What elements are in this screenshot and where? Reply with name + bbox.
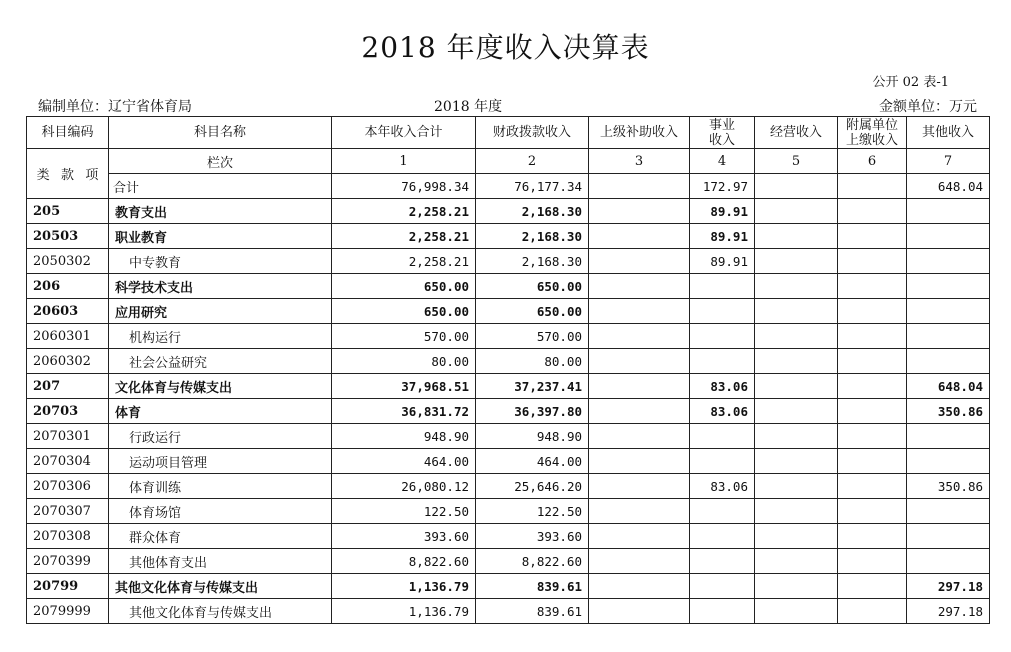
header-fiscal: 财政拨款收入 bbox=[476, 117, 589, 149]
cell-superior bbox=[589, 499, 690, 524]
cell-fiscal: 36,397.80 bbox=[476, 399, 589, 424]
cell-other: 648.04 bbox=[907, 174, 990, 199]
row-code: 207 bbox=[27, 374, 109, 399]
table-row bbox=[27, 549, 990, 574]
cell-operating bbox=[755, 374, 838, 399]
cell-superior bbox=[589, 174, 690, 199]
cell-affiliated bbox=[838, 199, 907, 224]
table-row bbox=[27, 499, 990, 524]
row-code: 2079999 bbox=[27, 599, 109, 624]
cell-business bbox=[690, 549, 755, 574]
cell-affiliated bbox=[838, 424, 907, 449]
table-row bbox=[27, 599, 990, 624]
row-code: 206 bbox=[27, 274, 109, 299]
row-name: 其他文化体育与传媒支出 bbox=[109, 574, 332, 599]
column-number-row bbox=[27, 149, 990, 174]
cell-business bbox=[690, 324, 755, 349]
row-code: 2070301 bbox=[27, 424, 109, 449]
cell-affiliated bbox=[838, 524, 907, 549]
total-row bbox=[27, 174, 990, 199]
cell-fiscal: 839.61 bbox=[476, 599, 589, 624]
cell-other bbox=[907, 499, 990, 524]
cell-operating bbox=[755, 399, 838, 424]
cell-affiliated bbox=[838, 174, 907, 199]
cell-fiscal: 2,168.30 bbox=[476, 224, 589, 249]
cell-fiscal: 76,177.34 bbox=[476, 174, 589, 199]
cell-other: 350.86 bbox=[907, 399, 990, 424]
table-row bbox=[27, 449, 990, 474]
cell-fiscal: 2,168.30 bbox=[476, 249, 589, 274]
cell-business: 83.06 bbox=[690, 399, 755, 424]
column-number: 5 bbox=[755, 149, 838, 174]
cell-other: 350.86 bbox=[907, 474, 990, 499]
cell-operating bbox=[755, 474, 838, 499]
cell-total: 26,080.12 bbox=[332, 474, 476, 499]
row-name: 教育支出 bbox=[109, 199, 332, 224]
table-row bbox=[27, 374, 990, 399]
cell-superior bbox=[589, 424, 690, 449]
header-affiliated-line2: 上缴收入 bbox=[845, 132, 898, 148]
row-name: 合计 bbox=[109, 174, 332, 199]
column-number: 7 bbox=[907, 149, 990, 174]
row-code: 205 bbox=[27, 199, 109, 224]
cell-affiliated bbox=[838, 224, 907, 249]
cell-total: 1,136.79 bbox=[332, 574, 476, 599]
fiscal-year: 2018 年度 bbox=[434, 99, 503, 115]
cell-affiliated bbox=[838, 399, 907, 424]
cell-business: 89.91 bbox=[690, 249, 755, 274]
cell-other bbox=[907, 524, 990, 549]
header-row bbox=[27, 117, 990, 149]
cell-superior bbox=[589, 374, 690, 399]
cell-operating bbox=[755, 599, 838, 624]
cell-affiliated bbox=[838, 299, 907, 324]
cell-business: 172.97 bbox=[690, 174, 755, 199]
cell-operating bbox=[755, 324, 838, 349]
cell-superior bbox=[589, 349, 690, 374]
cell-operating bbox=[755, 424, 838, 449]
header-superior: 上级补助收入 bbox=[589, 117, 690, 149]
cell-affiliated bbox=[838, 449, 907, 474]
row-name: 社会公益研究 bbox=[109, 349, 332, 374]
cell-business bbox=[690, 574, 755, 599]
cell-total: 650.00 bbox=[332, 274, 476, 299]
cell-other bbox=[907, 549, 990, 574]
table-row bbox=[27, 349, 990, 374]
row-code: 2070307 bbox=[27, 499, 109, 524]
row-code: 20603 bbox=[27, 299, 109, 324]
cell-other bbox=[907, 349, 990, 374]
table-row bbox=[27, 574, 990, 599]
header-name: 科目名称 bbox=[109, 117, 332, 149]
row-code: 2070399 bbox=[27, 549, 109, 574]
table-row bbox=[27, 299, 990, 324]
cell-business: 89.91 bbox=[690, 224, 755, 249]
cell-other: 297.18 bbox=[907, 599, 990, 624]
lei-label: 类 bbox=[36, 168, 50, 183]
cell-total: 393.60 bbox=[332, 524, 476, 549]
cell-total: 80.00 bbox=[332, 349, 476, 374]
row-name: 文化体育与传媒支出 bbox=[109, 374, 332, 399]
table-row bbox=[27, 474, 990, 499]
cell-business bbox=[690, 599, 755, 624]
cell-superior bbox=[589, 574, 690, 599]
cell-business bbox=[690, 299, 755, 324]
cell-superior bbox=[589, 249, 690, 274]
cell-total: 8,822.60 bbox=[332, 549, 476, 574]
row-name: 科学技术支出 bbox=[109, 274, 332, 299]
cell-superior bbox=[589, 524, 690, 549]
kuan-label: 款 bbox=[60, 168, 74, 183]
cell-affiliated bbox=[838, 499, 907, 524]
cell-fiscal: 464.00 bbox=[476, 449, 589, 474]
row-code: 2060302 bbox=[27, 349, 109, 374]
cell-other bbox=[907, 249, 990, 274]
cell-fiscal: 122.50 bbox=[476, 499, 589, 524]
cell-affiliated bbox=[838, 574, 907, 599]
cell-total: 948.90 bbox=[332, 424, 476, 449]
cell-fiscal: 650.00 bbox=[476, 274, 589, 299]
column-number: 3 bbox=[589, 149, 690, 174]
cell-business: 83.06 bbox=[690, 374, 755, 399]
cell-business bbox=[690, 274, 755, 299]
cell-fiscal: 37,237.41 bbox=[476, 374, 589, 399]
row-name: 体育场馆 bbox=[109, 499, 332, 524]
table-row bbox=[27, 399, 990, 424]
cell-superior bbox=[589, 224, 690, 249]
cell-fiscal: 393.60 bbox=[476, 524, 589, 549]
header-business bbox=[690, 117, 755, 149]
cell-operating bbox=[755, 224, 838, 249]
row-code: 2060301 bbox=[27, 324, 109, 349]
cell-affiliated bbox=[838, 599, 907, 624]
cell-affiliated bbox=[838, 249, 907, 274]
table-row bbox=[27, 424, 990, 449]
table-row bbox=[27, 274, 990, 299]
row-name: 运动项目管理 bbox=[109, 449, 332, 474]
cell-business: 89.91 bbox=[690, 199, 755, 224]
cell-operating bbox=[755, 299, 838, 324]
cell-affiliated bbox=[838, 549, 907, 574]
cell-business: 83.06 bbox=[690, 474, 755, 499]
row-code: 20503 bbox=[27, 224, 109, 249]
cell-operating bbox=[755, 549, 838, 574]
cell-other bbox=[907, 199, 990, 224]
reporting-unit: 编制单位：辽宁省体育局 bbox=[38, 99, 192, 115]
cell-other bbox=[907, 324, 990, 349]
header-business-line2: 收入 bbox=[708, 132, 735, 148]
cell-operating bbox=[755, 274, 838, 299]
header-affiliated bbox=[838, 117, 907, 149]
cell-superior bbox=[589, 199, 690, 224]
cell-affiliated bbox=[838, 274, 907, 299]
cell-superior bbox=[589, 474, 690, 499]
cell-fiscal: 25,646.20 bbox=[476, 474, 589, 499]
cell-business bbox=[690, 449, 755, 474]
cell-total: 570.00 bbox=[332, 324, 476, 349]
row-name: 群众体育 bbox=[109, 524, 332, 549]
revenue-table bbox=[26, 116, 990, 624]
header-operating: 经营收入 bbox=[755, 117, 838, 149]
row-name: 体育训练 bbox=[109, 474, 332, 499]
cell-fiscal: 839.61 bbox=[476, 574, 589, 599]
table-row bbox=[27, 249, 990, 274]
header-code: 科目编码 bbox=[27, 117, 109, 149]
cell-superior bbox=[589, 449, 690, 474]
lanci-label: 栏次 bbox=[109, 149, 332, 174]
cell-business bbox=[690, 524, 755, 549]
column-number: 4 bbox=[690, 149, 755, 174]
cell-operating bbox=[755, 349, 838, 374]
row-code: 20703 bbox=[27, 399, 109, 424]
cell-operating bbox=[755, 574, 838, 599]
cell-superior bbox=[589, 599, 690, 624]
column-number: 1 bbox=[332, 149, 476, 174]
cell-other bbox=[907, 424, 990, 449]
cell-total: 2,258.21 bbox=[332, 224, 476, 249]
xiang-label: 项 bbox=[85, 168, 99, 183]
table-row bbox=[27, 324, 990, 349]
row-code: 2070306 bbox=[27, 474, 109, 499]
row-name: 职业教育 bbox=[109, 224, 332, 249]
cell-superior bbox=[589, 549, 690, 574]
form-number: 公开 02 表-1 bbox=[872, 75, 949, 90]
cell-affiliated bbox=[838, 349, 907, 374]
cell-total: 76,998.34 bbox=[332, 174, 476, 199]
cell-total: 650.00 bbox=[332, 299, 476, 324]
header-total: 本年收入合计 bbox=[332, 117, 476, 149]
row-code: 2070304 bbox=[27, 449, 109, 474]
cell-operating bbox=[755, 174, 838, 199]
column-number: 6 bbox=[838, 149, 907, 174]
row-code: 2070308 bbox=[27, 524, 109, 549]
lei-kuan-xiang-cell bbox=[27, 149, 109, 199]
row-code: 20799 bbox=[27, 574, 109, 599]
cell-fiscal: 650.00 bbox=[476, 299, 589, 324]
cell-fiscal: 80.00 bbox=[476, 349, 589, 374]
cell-operating bbox=[755, 499, 838, 524]
cell-operating bbox=[755, 524, 838, 549]
column-number: 2 bbox=[476, 149, 589, 174]
header-business-line1: 事业 bbox=[708, 117, 735, 133]
cell-business bbox=[690, 424, 755, 449]
header-affiliated-line1: 附属单位 bbox=[845, 117, 898, 133]
cell-operating bbox=[755, 199, 838, 224]
row-name: 中专教育 bbox=[109, 249, 332, 274]
cell-total: 1,136.79 bbox=[332, 599, 476, 624]
currency-unit: 金额单位：万元 bbox=[879, 99, 977, 115]
cell-other bbox=[907, 299, 990, 324]
cell-superior bbox=[589, 299, 690, 324]
row-name: 机构运行 bbox=[109, 324, 332, 349]
cell-other bbox=[907, 224, 990, 249]
cell-business bbox=[690, 349, 755, 374]
cell-total: 122.50 bbox=[332, 499, 476, 524]
page-title: 2018 年度收入决算表 bbox=[361, 31, 650, 64]
cell-total: 2,258.21 bbox=[332, 199, 476, 224]
cell-total: 464.00 bbox=[332, 449, 476, 474]
header-other: 其他收入 bbox=[907, 117, 990, 149]
cell-other bbox=[907, 274, 990, 299]
table-row bbox=[27, 224, 990, 249]
cell-fiscal: 2,168.30 bbox=[476, 199, 589, 224]
row-name: 行政运行 bbox=[109, 424, 332, 449]
table-row bbox=[27, 199, 990, 224]
cell-other: 648.04 bbox=[907, 374, 990, 399]
table-row bbox=[27, 524, 990, 549]
cell-other bbox=[907, 449, 990, 474]
cell-superior bbox=[589, 274, 690, 299]
row-name: 体育 bbox=[109, 399, 332, 424]
cell-affiliated bbox=[838, 474, 907, 499]
cell-total: 37,968.51 bbox=[332, 374, 476, 399]
row-name: 其他文化体育与传媒支出 bbox=[109, 599, 332, 624]
cell-other: 297.18 bbox=[907, 574, 990, 599]
cell-total: 2,258.21 bbox=[332, 249, 476, 274]
cell-affiliated bbox=[838, 374, 907, 399]
cell-superior bbox=[589, 399, 690, 424]
cell-superior bbox=[589, 324, 690, 349]
row-code: 2050302 bbox=[27, 249, 109, 274]
cell-operating bbox=[755, 249, 838, 274]
row-name: 其他体育支出 bbox=[109, 549, 332, 574]
cell-operating bbox=[755, 449, 838, 474]
row-name: 应用研究 bbox=[109, 299, 332, 324]
cell-fiscal: 570.00 bbox=[476, 324, 589, 349]
cell-fiscal: 8,822.60 bbox=[476, 549, 589, 574]
cell-business bbox=[690, 499, 755, 524]
cell-affiliated bbox=[838, 324, 907, 349]
cell-fiscal: 948.90 bbox=[476, 424, 589, 449]
cell-total: 36,831.72 bbox=[332, 399, 476, 424]
